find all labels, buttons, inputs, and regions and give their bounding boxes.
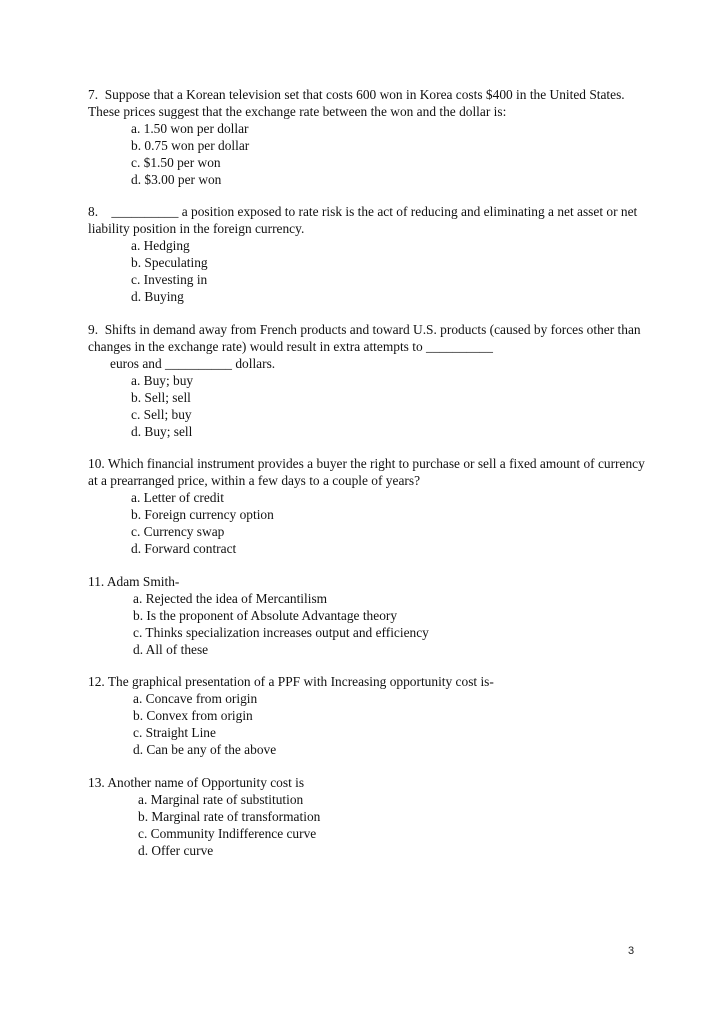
option-d: d. Buying [131,289,184,304]
option-list [88,237,648,305]
question-stem: 9. Shifts in demand away from French products and toward U.S. products (caused by forces other than changes in the exchange rate) would result in extra attempts to __________ [88,322,644,354]
question-13 [88,774,648,859]
question-stem: 13. Another name of Opportunity cost is [88,775,305,790]
option-a: a. Buy; buy [131,373,194,388]
option-b: b. Sell; sell [131,390,191,405]
option-list [88,372,648,440]
question-stem: 10. Which financial instrument provides a buyer the right to purchase or sell a fixed amount of currency at a prearranged price, within a few days to a couple of years? [88,456,649,488]
option-c: c. Thinks specialization increases output and efficiency [133,625,429,640]
option-c: c. Currency swap [131,524,225,539]
question-stem-continuation: euros and __________ dollars. [110,356,276,371]
question-stem: 8. __________ a position exposed to rate risk is the act of reducing and eliminating a net asset or net liability position in the foreign currency. [88,204,641,236]
option-d: d. All of these [133,642,209,657]
option-b: b. 0.75 won per dollar [131,138,250,153]
question-8 [88,203,648,305]
option-a: a. Concave from origin [133,691,258,706]
option-c: c. $1.50 per won [131,155,221,170]
question-10 [88,455,648,557]
option-c: c. Investing in [131,272,208,287]
option-c: c. Community Indifference curve [138,826,317,841]
option-d: d. Can be any of the above [133,742,277,757]
question-stem: 7. Suppose that a Korean television set that costs 600 won in Korea costs $400 in the United States. These prices suggest that the exchange rate between the won and the dollar is: [88,87,628,119]
option-list [88,489,648,557]
option-a: a. Letter of credit [131,490,224,505]
option-list [88,590,648,658]
page-number: 3 [628,945,635,957]
option-b: b. Foreign currency option [131,507,274,522]
option-list [88,690,648,758]
option-a: a. Hedging [131,238,190,253]
option-b: b. Speculating [131,255,208,270]
question-9 [88,321,648,440]
question-12 [88,673,648,758]
option-d: d. Offer curve [138,843,214,858]
option-d: d. $3.00 per won [131,172,222,187]
option-d: d. Buy; sell [131,424,193,439]
option-a: a. Rejected the idea of Mercantilism [133,591,328,606]
option-d: d. Forward contract [131,541,237,556]
question-7 [88,86,648,188]
question-stem: 12. The graphical presentation of a PPF with Increasing opportunity cost is- [88,674,494,689]
option-list [88,791,648,859]
option-b: b. Is the proponent of Absolute Advantage theory [133,608,398,623]
option-a: a. 1.50 won per dollar [131,121,249,136]
option-c: c. Sell; buy [131,407,192,422]
option-list [88,120,648,188]
option-a: a. Marginal rate of substitution [138,792,304,807]
option-b: b. Marginal rate of transformation [138,809,321,824]
option-c: c. Straight Line [133,725,216,740]
question-stem: 11. Adam Smith- [88,574,180,589]
option-b: b. Convex from origin [133,708,253,723]
question-11 [88,573,648,658]
